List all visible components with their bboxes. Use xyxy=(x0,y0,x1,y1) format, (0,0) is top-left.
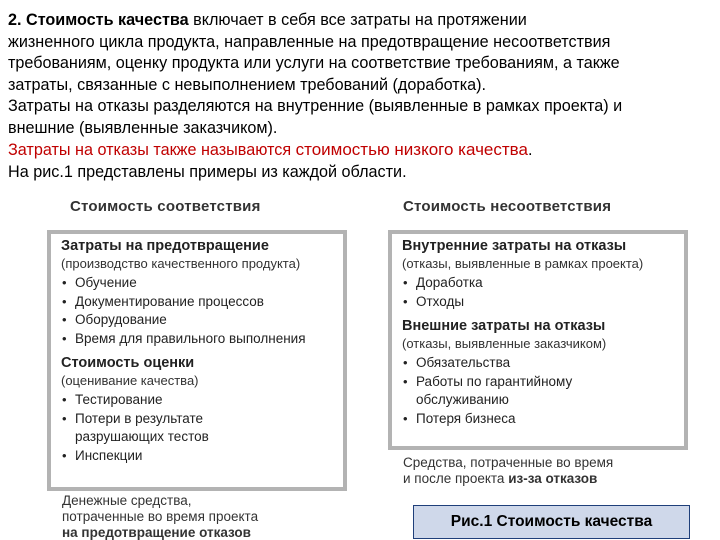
list-item-text: Обучение xyxy=(75,275,137,290)
caption-line: потраченные во время проекта xyxy=(62,509,259,524)
list-item xyxy=(402,410,674,429)
intro-line-1 xyxy=(8,10,714,32)
list-item xyxy=(61,293,333,312)
list-item xyxy=(61,391,333,410)
bullet-icon: • xyxy=(62,312,67,327)
list-item xyxy=(402,293,674,312)
list-item xyxy=(402,354,674,373)
external-failure-subtitle: (отказы, выявленные заказчиком) xyxy=(402,336,607,351)
appraisal-title: Стоимость оценки xyxy=(61,355,195,371)
intro-line-8: На рис.1 представлены примеры из каждой области. xyxy=(8,162,407,181)
caption-line: Денежные средства, xyxy=(62,493,192,508)
bullet-icon: • xyxy=(403,275,408,290)
list-item xyxy=(61,311,333,330)
list-item-text: Документирование процессов xyxy=(75,293,264,309)
list-item-text: Время для правильного выполнения xyxy=(75,330,306,346)
intro-line-1-rest: включает в себя все затраты на протяжении xyxy=(188,11,527,29)
bullet-icon: • xyxy=(62,275,67,290)
bullet-icon: • xyxy=(62,293,67,309)
bullet-icon: • xyxy=(403,373,408,389)
list-item xyxy=(61,274,333,293)
prevention-list xyxy=(61,274,333,348)
intro-line-6: внешние (выявленные заказчиком). xyxy=(8,118,278,137)
nonconformance-caption xyxy=(403,455,613,487)
nonconformance-header: Стоимость несоответствия xyxy=(403,198,612,215)
list-item xyxy=(61,410,333,447)
list-item-continuation: обслуживанию xyxy=(416,392,509,407)
list-item-text: Инспекции xyxy=(75,447,143,463)
prevention-title: Затраты на предотвращение xyxy=(61,238,269,254)
bullet-icon: • xyxy=(62,392,67,407)
list-item xyxy=(402,274,674,293)
list-item xyxy=(61,447,333,466)
red-emphasis: стоимостью низкого качества xyxy=(295,140,528,159)
bullet-icon: • xyxy=(62,410,67,426)
external-failure-title: Внешние затраты на отказы xyxy=(402,318,606,334)
bullet-icon: • xyxy=(62,447,67,463)
intro-line-4: затраты, связанные с невыполнением требований (доработка). xyxy=(8,75,487,94)
list-item-continuation: разрушающих тестов xyxy=(75,429,209,444)
bullet-icon: • xyxy=(403,410,408,426)
list-item-text: Обязательства xyxy=(416,355,511,370)
caption-line xyxy=(403,471,613,487)
conformance-header: Стоимость соответствия xyxy=(70,198,261,215)
figure-label: Рис.1 Стоимость качества xyxy=(413,505,690,539)
intro-line-3: требованиям, оценку продукта или услуги на соответствие требованиям, а также xyxy=(8,54,620,72)
caption-bold-text: из-за отказов xyxy=(508,471,598,486)
prevention-subtitle: (производство качественного продукта) xyxy=(61,256,301,271)
list-item-text: Оборудование xyxy=(75,312,167,327)
intro-line-2: жизненного цикла продукта, направленные на предотвращение несоответствия xyxy=(8,32,611,51)
external-failure-list xyxy=(402,354,674,428)
list-item-text: Потери в результате xyxy=(75,410,204,426)
list-item-text: Тестирование xyxy=(75,392,163,407)
list-item xyxy=(61,330,333,349)
intro-text xyxy=(8,10,714,183)
internal-failure-title: Внутренние затраты на отказы xyxy=(402,238,627,254)
intro-line-7-end: . xyxy=(527,141,533,159)
conformance-panel xyxy=(47,230,347,491)
bullet-icon: • xyxy=(403,293,408,309)
section-title: 2. Стоимость качества xyxy=(8,11,189,29)
nonconformance-panel-body xyxy=(392,234,684,446)
list-item-text: Потеря бизнеса xyxy=(416,410,516,426)
caption-text: и после проекта xyxy=(403,471,509,486)
intro-line-7 xyxy=(8,139,714,162)
list-item-text: Работы по гарантийному xyxy=(416,373,573,389)
list-item xyxy=(402,373,674,410)
caption-line: Средства, потраченные во время xyxy=(403,455,614,470)
internal-failure-list xyxy=(402,274,674,311)
list-item-text: Отходы xyxy=(416,293,465,309)
bullet-icon: • xyxy=(403,355,408,370)
red-text: Затраты на отказы также называются xyxy=(8,141,296,159)
intro-line-5: Затраты на отказы разделяются на внутренние (выявленные в рамках проекта) и xyxy=(8,97,623,115)
bullet-icon: • xyxy=(62,330,67,346)
conformance-caption xyxy=(62,493,258,540)
appraisal-list xyxy=(61,391,333,465)
caption-line-bold: на предотвращение отказов xyxy=(62,525,251,540)
appraisal-subtitle: (оценивание качества) xyxy=(61,373,199,388)
list-item-text: Доработка xyxy=(416,275,483,290)
conformance-panel-body xyxy=(51,234,343,487)
nonconformance-panel xyxy=(388,230,688,450)
internal-failure-subtitle: (отказы, выявленные в рамках проекта) xyxy=(402,256,644,271)
